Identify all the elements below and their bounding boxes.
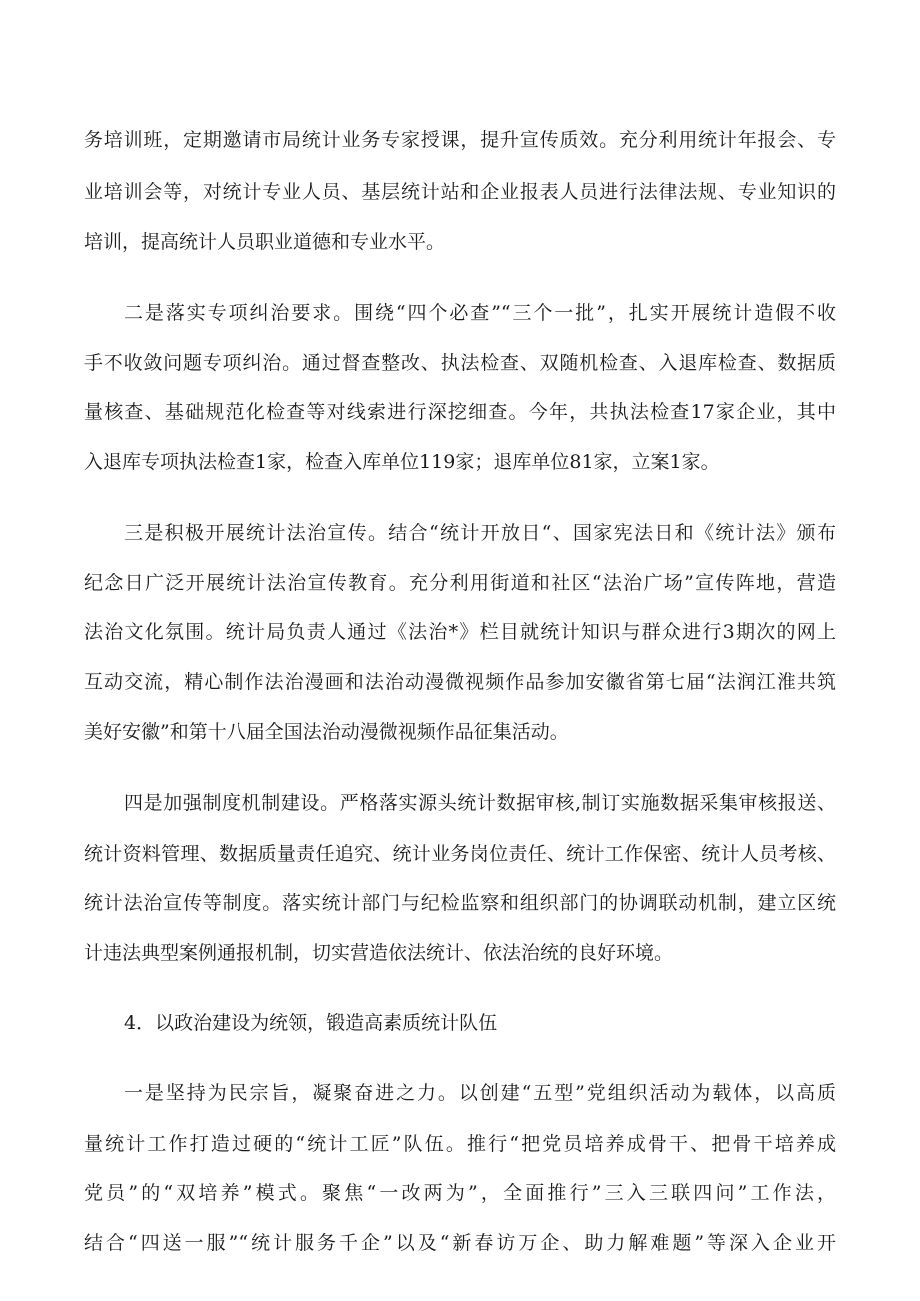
text-line: 手不收敛问题专项纠治。通过督查整改、执法检查、双随机检查、入退库检查、数据质 — [84, 352, 836, 374]
text-line: 四是加强制度机制建设。严格落实源头统计数据审核,制订实施数据采集审核报送、 — [124, 792, 836, 814]
text-line: 纪念日广泛开展统计法治宣传教育。充分利用街道和社区“法治广场”宣传阵地，营造 — [84, 572, 836, 594]
section-heading: 4．以政治建设为统领，锻造高素质统计队伍 — [124, 1012, 498, 1034]
text-line: 业培训会等，对统计专业人员、基层统计站和企业报表人员进行法律法规、专业知识的 — [84, 181, 836, 203]
text-line: 美好安徽”和第十八届全国法治动漫微视频作品征集活动。 — [84, 721, 569, 743]
text-line: 互动交流，精心制作法治漫画和法治动漫微视频作品参加安徽省第七届“法润江淮共筑 — [84, 671, 836, 693]
text-line: 结合“四送一服”“统计服务千企”以及“新春访万企、助力解难题”等深入企业开 — [84, 1232, 836, 1254]
text-line: 入退库专项执法检查1家，检查入库单位119家；退库单位81家，立案1家。 — [84, 451, 720, 473]
text-line: 培训，提高统计人员职业道德和专业水平。 — [84, 231, 446, 253]
text-line: 统计法治宣传等制度。落实统计部门与纪检监察和组织部门的协调联动机制，建立区统 — [84, 892, 836, 914]
text-line: 量统计工作打造过硬的“统计工匠”队伍。推行“把党员培养成骨干、把骨干培养成 — [84, 1133, 836, 1155]
text-line: 二是落实专项纠治要求。围绕“四个必查”“三个一批”，扎实开展统计造假不收 — [124, 302, 836, 324]
text-line: 统计资料管理、数据质量责任追究、统计业务岗位责任、统计工作保密、统计人员考核、 — [84, 843, 836, 865]
text-line: 计违法典型案例通报机制，切实营造依法统计、依法治统的良好环境。 — [84, 942, 674, 964]
text-line: 量核查、基础规范化检查等对线索进行深挖细查。今年，共执法检查17家企业，其中 — [84, 401, 836, 423]
text-line: 一是坚持为民宗旨，凝聚奋进之力。以创建“五型”党组织活动为载体，以高质 — [124, 1082, 836, 1104]
text-line: 法治文化氛围。统计局负责人通过《法治*》栏目就统计知识与群众进行3期次的网上 — [84, 621, 836, 643]
text-line: 务培训班，定期邀请市局统计业务专家授课，提升宣传质效。充分利用统计年报会、专 — [84, 129, 836, 151]
text-line: 党员”的“双培养”模式。聚焦“一改两为”，全面推行”三入三联四问”工作法， — [84, 1182, 836, 1204]
text-line: 三是积极开展统计法治宣传。结合“统计开放日“、国家宪法日和《统计法》颁布 — [124, 522, 836, 544]
